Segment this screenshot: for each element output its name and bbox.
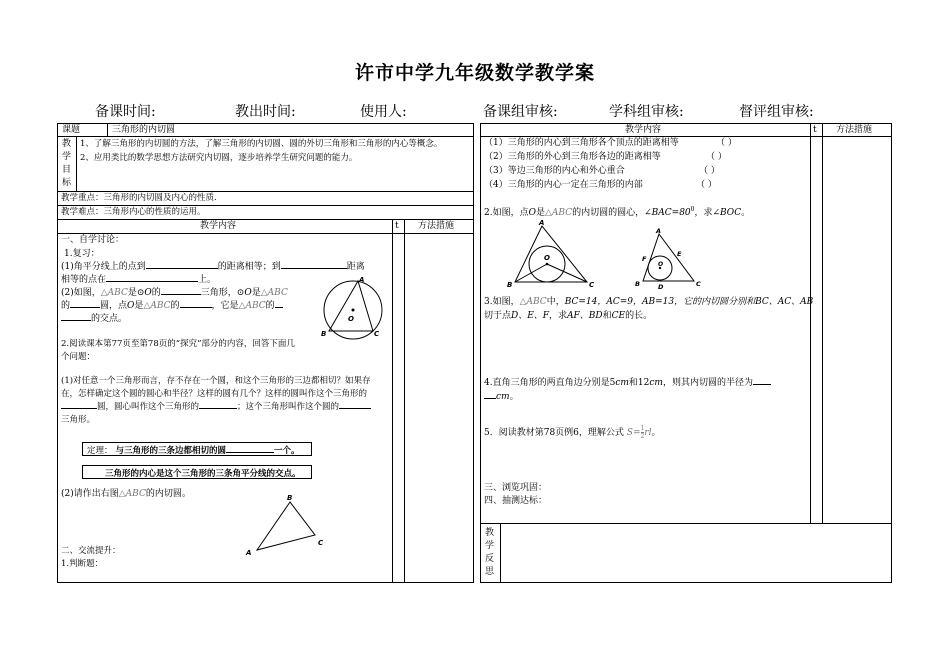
triangle-abc-r2	[643, 234, 694, 281]
paragraph-line-2: 在，怎样确定这个圆的圆心和半径？这样的圆有几个？这样的圆叫作这个三角形的	[61, 389, 368, 399]
reflection-label: 教 学 反 思	[485, 528, 495, 577]
incenter-o-point	[546, 263, 549, 266]
center-o-point	[352, 309, 355, 312]
question-2-end: 的交点。	[61, 313, 127, 326]
question-2-cont: 的 圆，点O是△ABC的 ，它是△ABC的	[61, 300, 321, 313]
judge-item-3: （3）等边三角形的内心和外心重合	[484, 166, 625, 176]
reading-instruction: 2.阅读课本第77页至第78页的“探究”部分的内容，回答下面几	[61, 339, 295, 349]
judge-item-4: （4）三角形的内心一定在三角形的内部	[484, 180, 643, 190]
label-b-r2: B	[635, 280, 640, 288]
judge-item-1: （1）三角形的内心到三角形各个顶点的距离相等	[484, 138, 679, 148]
label-c-2: C	[318, 539, 324, 547]
difficulty: 教学难点：三角形内心的性质的运用。	[61, 207, 206, 217]
judge-item-2: （2）三角形的外心到三角形各边的距离相等	[484, 152, 661, 162]
triangle-abc	[329, 281, 373, 331]
label-f-r2: F	[642, 255, 647, 263]
problem-2: 2.如图，点O是△ABC的内切圆的圆心，$\angle BAC=80^0$，求∠BOC。	[484, 206, 751, 218]
label-b: B	[321, 330, 327, 338]
incircle-figure-2	[632, 226, 707, 292]
topic-value: 三角形的内切圆	[112, 125, 176, 135]
section-2-heading: 二、交流提升：	[61, 546, 121, 556]
user-label: 使用人:	[360, 104, 407, 120]
right-panel	[480, 123, 892, 583]
label-o-r1: O	[544, 254, 550, 262]
question-1-cont: 相等的点在 上。	[61, 275, 217, 285]
label-a-r2: A	[656, 227, 662, 235]
label-o: O	[348, 315, 354, 323]
page-title: 许市中学九年级数学教学案	[354, 62, 595, 84]
label-a-2: A	[246, 549, 252, 557]
review-label: 1.复习：	[64, 249, 100, 259]
judge-paren-2: （ ）	[706, 152, 727, 162]
supervise-review-label: 督评组审核:	[739, 104, 814, 120]
objectives-label: 教 学 目 标	[62, 139, 72, 188]
group-review-label: 备课组审核:	[483, 104, 558, 120]
label-e-r2: E	[677, 250, 682, 258]
objective-1: 1、了解三角形的内切圆的方法，了解三角形的内切圆、圆的外切三角形和三角形的内心等概念。	[80, 139, 443, 149]
problem-3: 3.如图，△ABC中，BC=14，AC=9，AB=13，它的内切圆分别和BC、AC、AB	[484, 297, 814, 307]
right-col-content-header: 教学内容	[625, 125, 662, 135]
topic-label: 课题	[62, 125, 81, 135]
problem-4: 4.直角三角形的两直角边分别是5cm和12cm，则其内切圆的半径为	[484, 377, 771, 390]
label-o-r2: O	[658, 261, 664, 268]
prep-time-label: 备课时间:	[95, 104, 156, 120]
label-b-r1: B	[507, 281, 513, 289]
section-3-heading: 三、浏览巩固：	[484, 483, 548, 493]
paragraph-line-3: 圆，圆心叫作这个三角形的 ；这个三角形叫作这个圆的	[61, 401, 391, 414]
label-d-r2: D	[658, 283, 664, 291]
judge-paren-1: （ ）	[716, 138, 737, 148]
issue-time-label: 教出时间:	[235, 104, 296, 120]
question-3: (2)请作出右图△ABC的内切圆。	[61, 489, 191, 499]
incircle-figure-1	[505, 218, 600, 290]
question-2: (2)如图，△ABC是⊙O的 三角形，⊙O是△ABC	[61, 288, 288, 298]
problem-4-cont: cm。	[484, 391, 519, 404]
label-b-2: B	[287, 494, 293, 502]
paragraph-line-4: 三角形。	[61, 415, 96, 425]
label-a-r1: A	[539, 219, 545, 227]
label-c: C	[374, 330, 380, 338]
circumcircle-figure	[318, 275, 388, 347]
definition-box: 定理： 与三角形的三条边都相切的圆 一个。	[82, 442, 312, 456]
col-method-header: 方法措施	[418, 221, 455, 231]
right-col-method-header: 方法措施	[836, 125, 873, 135]
label-c-r1: C	[589, 281, 595, 289]
subject-review-label: 学科组审核:	[609, 104, 684, 120]
objective-2: 2、应用类比的数学思想方法研究内切圆，逐步培养学生研究问题的能力。	[80, 153, 358, 163]
col-t-header: t	[395, 221, 399, 231]
key-point: 教学重点：三角形的内切圆及内心的性质.	[61, 193, 217, 203]
judge-label: 1.判断题：	[61, 559, 104, 569]
triangle-abc-2	[257, 502, 315, 550]
triangle-figure	[240, 490, 335, 560]
triangle-abc-r1	[515, 226, 587, 282]
theorem-box: 三角形的内心是这个三角形的三条角平分线的交点。	[82, 465, 312, 479]
paragraph-line-1: (1)对任意一个三角形而言，存不存在一个圆，和这个三角形的三边都相切？如果存	[61, 376, 371, 386]
section-1-heading: 一、自学讨论：	[61, 235, 125, 245]
question-1: (1)角平分线上的点到 的距离相等；到 距离	[61, 262, 365, 272]
segment-co	[547, 264, 587, 282]
problem-3-cont: 切于点D、E、F，求AF、BD和CE的长。	[484, 311, 653, 321]
label-c-r2: C	[696, 280, 701, 288]
right-col-t-header: t	[813, 125, 817, 135]
reading-instruction-cont: 个问题：	[61, 352, 96, 362]
judge-paren-3: （ ）	[699, 166, 720, 176]
label-a: A	[359, 276, 365, 284]
section-4-heading: 四、抽测达标：	[484, 496, 548, 506]
problem-5: 5．阅读教材第78页例6，理解公式 S= $\frac{1}{2}$ rl。	[484, 425, 661, 440]
col-content-header: 教学内容	[200, 221, 237, 231]
judge-paren-4: （ ）	[696, 180, 717, 190]
